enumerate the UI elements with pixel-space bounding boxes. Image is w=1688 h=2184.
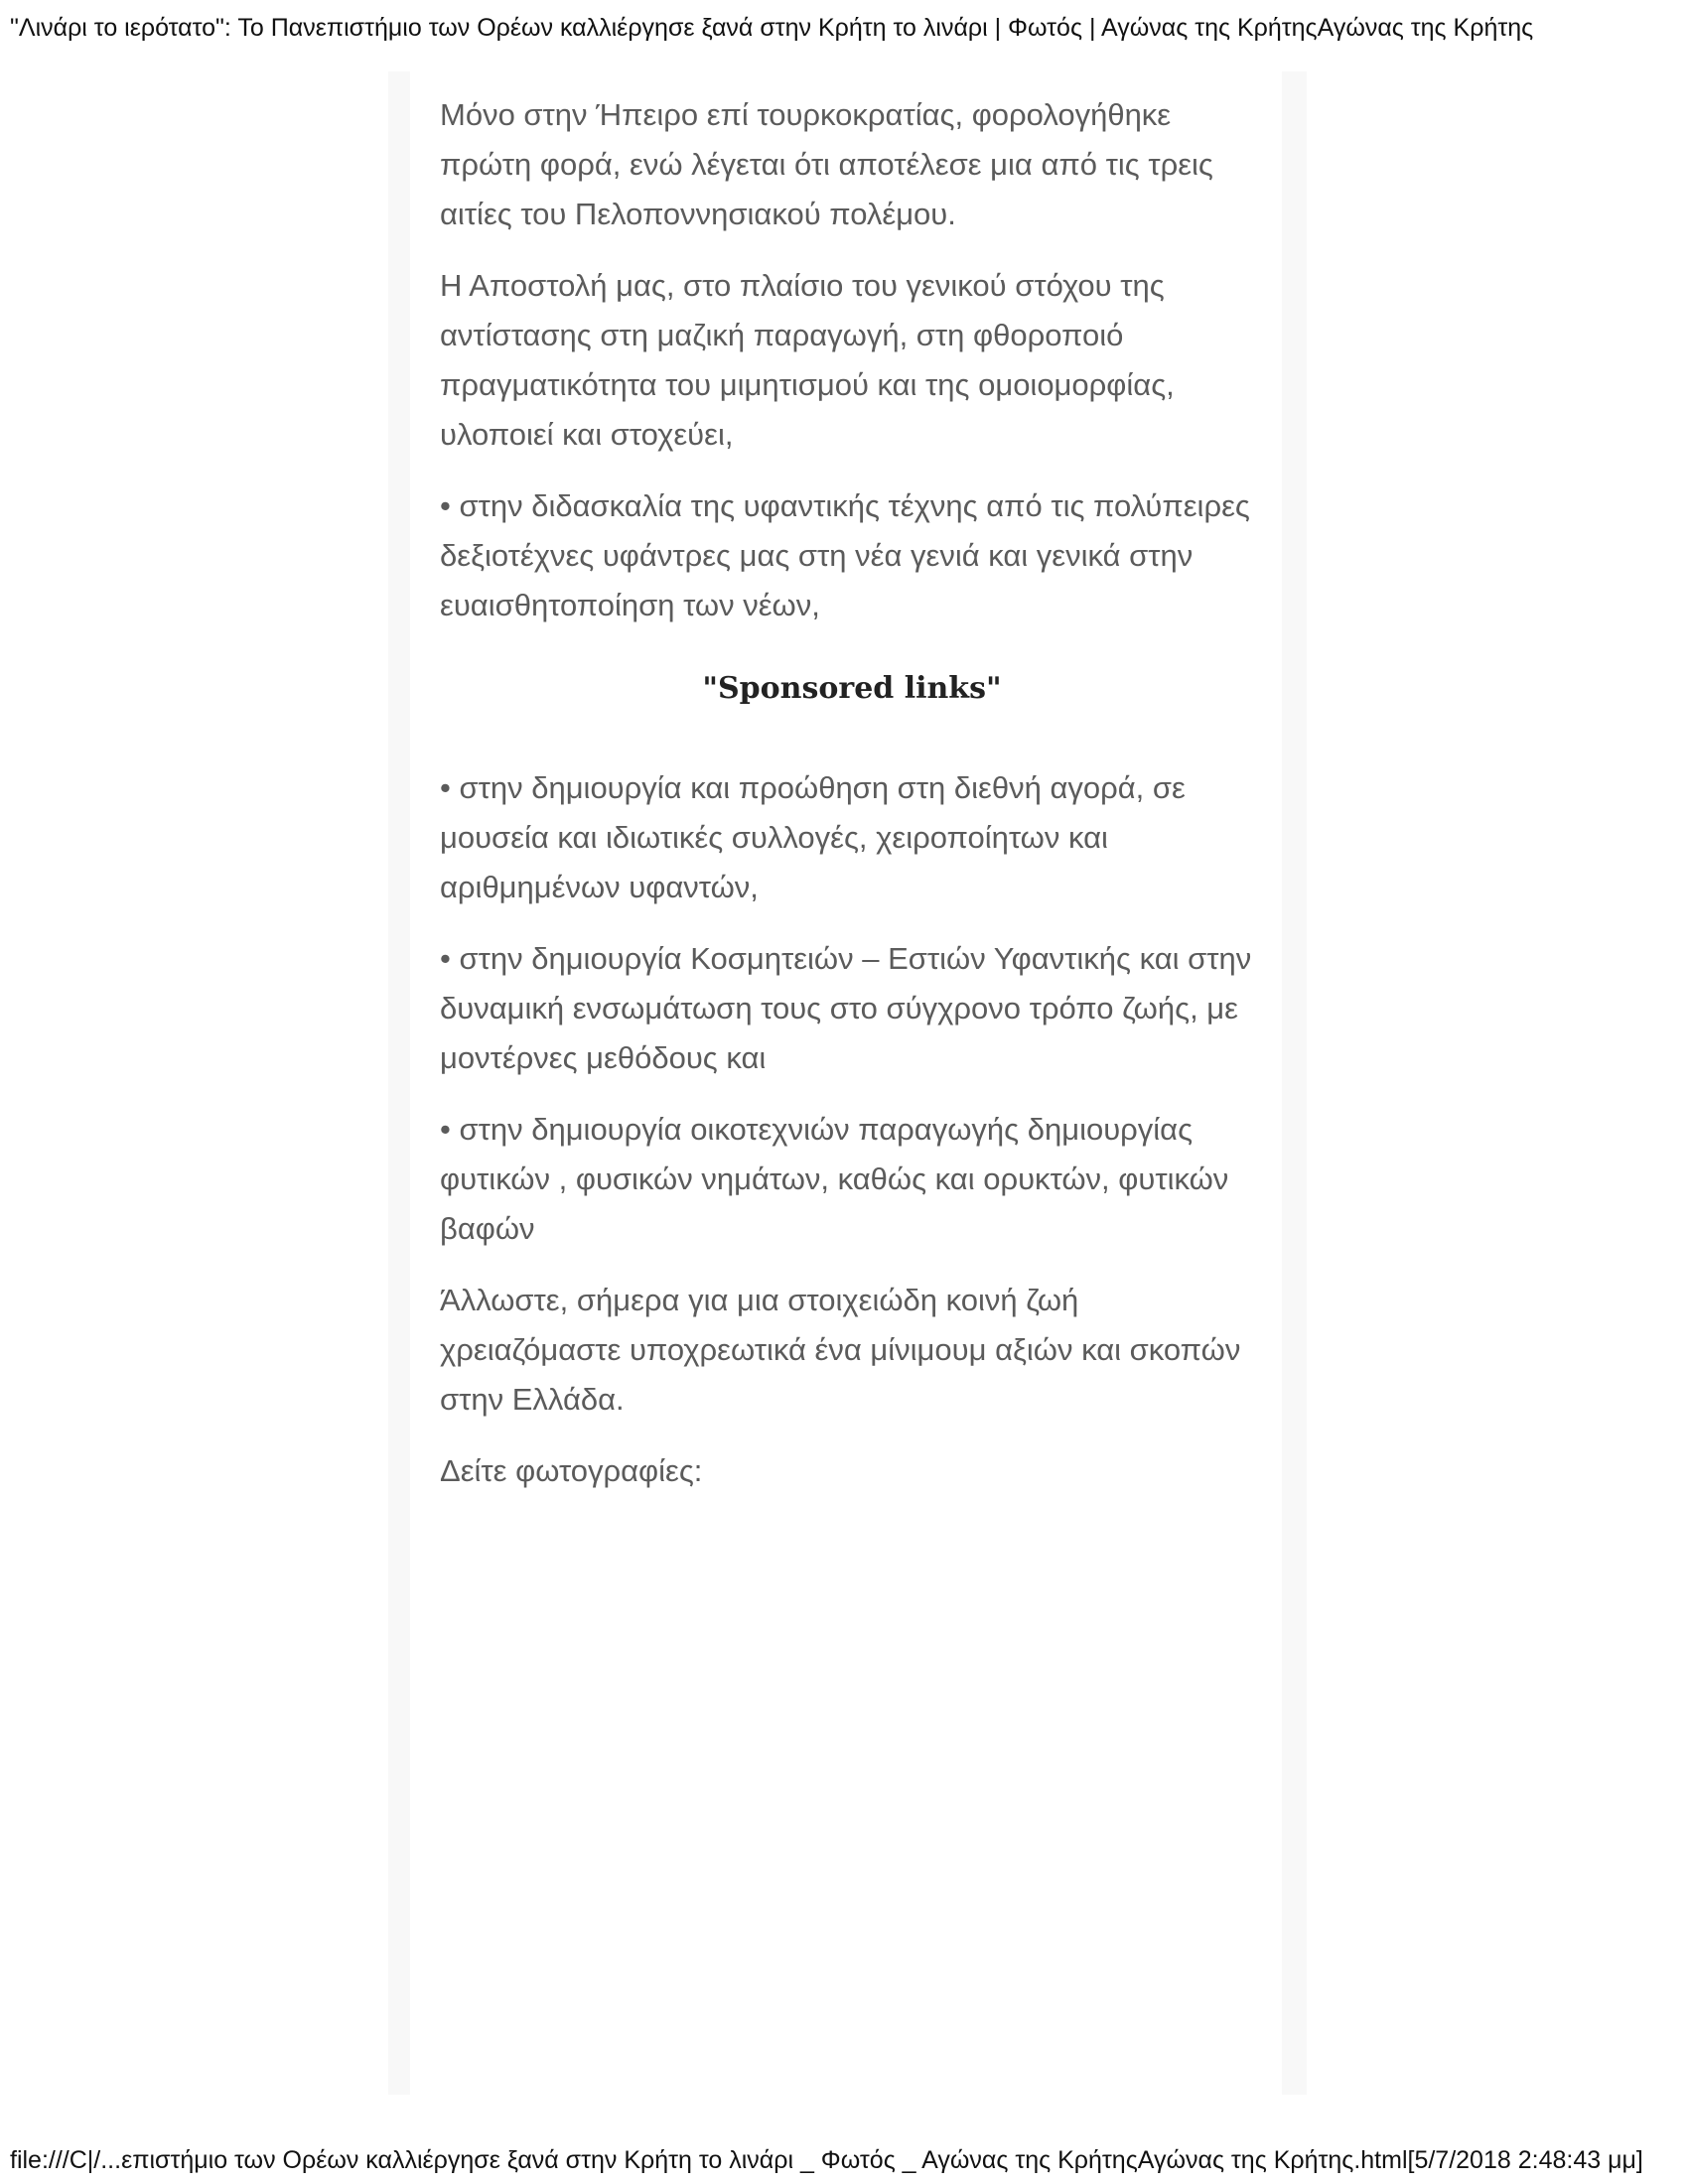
- article-paragraph: • στην δημιουργία Κοσμητειών – Εστιών Υφαντικής και στην δυναμική ενσωμάτωση τους στο σύγχρονο τρόπο ζωής, με μοντέρνες μεθόδους και: [440, 941, 1252, 1075]
- article-paragraph: • στην δημιουργία και προώθηση στη διεθνή αγορά, σε μουσεία και ιδιωτικές συλλογές, χειροποίητων και αριθμημένων υφαντών,: [440, 770, 1186, 904]
- page-footer-path: file:///C|/...επιστήμιο των Ορέων καλλιέργησε ξανά στην Κρήτη το λινάρι _ Φωτός _ Αγώνας της ΚρήτηςΑγώνας της Κρήτης.html[5/7/2018 2:48:43 μμ]: [10, 2146, 1643, 2174]
- article-body: [440, 90, 1264, 1518]
- article-paragraph: Η Αποστολή μας, στο πλαίσιο του γενικού στόχου της αντίστασης στη μαζική παραγωγή, στη φθοροποιό πραγματικότητα του μιμητισμού και της ομοιομορφίας, υλοποιεί και στοχεύει,: [440, 268, 1175, 452]
- article-paragraph: Άλλωστε, σήμερα για μια στοιχειώδη κοινή ζωή χρειαζόμαστε υποχρεωτικά ένα μίνιμουμ αξιών και σκοπών στην Ελλάδα.: [440, 1283, 1241, 1417]
- sponsored-links-heading: "Sponsored links": [702, 671, 1002, 706]
- article-paragraph: • στην διδασκαλία της υφαντικής τέχνης από τις πολύπειρες δεξιοτέχνες υφάντρες μας στη νέα γενιά και γενικά στην ευαισθητοποίηση των νέων,: [440, 488, 1250, 622]
- article-paragraph: Μόνο στην Ήπειρο επί τουρκοκρατίας, φορολογήθηκε πρώτη φορά, ενώ λέγεται ότι αποτέλεσε μια από τις τρεις αιτίες του Πελοποννησιακού πολέμου.: [440, 97, 1213, 231]
- article-paragraph: • στην δημιουργία οικοτεχνιών παραγωγής δημιουργίας φυτικών , φυσικών νημάτων, καθώς και ορυκτών, φυτικών βαφών: [440, 1112, 1229, 1246]
- page-header-title: "Λινάρι το ιερότατο": Το Πανεπιστήμιο των Ορέων καλλιέργησε ξανά στην Κρήτη το λινάρι | Φωτός | Αγώνας της ΚρήτηςΑγώνας της Κρήτης: [10, 14, 1534, 42]
- article-paragraph: Δείτε φωτογραφίες:: [440, 1453, 703, 1488]
